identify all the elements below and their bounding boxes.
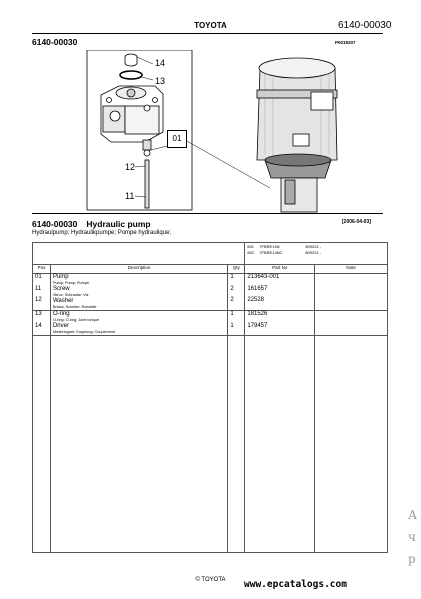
pos-cell: 12 [35,297,42,303]
pos-cell: 14 [35,322,42,329]
qty-cell: 1 [230,274,234,280]
part-no-cell: 22528 [247,297,265,303]
brand-header: TOYOTA [194,21,227,30]
qty-cell: 2 [230,297,234,303]
part-no-cell: 161657 [247,285,268,292]
illustration-ref: P0019207 [335,40,356,45]
col-qty: Qty [228,265,245,274]
model-list [245,243,388,265]
part-no-cell: 179457 [247,322,268,329]
side-char: р [408,552,416,566]
callout-13: 13 [155,76,166,86]
qty-cell: 1 [230,322,234,329]
pos-cell: 11 [35,285,42,292]
part-no-cell: 181526 [247,311,268,317]
pos-cell: 13 [35,311,42,317]
col-note: Note [315,265,388,274]
copyright: © TOYOTA [195,577,226,583]
watermark-link[interactable]: www.epcatalogs.com [244,579,347,590]
part-sub-cell: Bricka; Scheibe; Rondelle [52,305,97,309]
table-header [33,265,388,274]
header-rule [32,33,383,34]
model-line: 691 7FBRE14N 809201 - [247,244,322,249]
note-cell [315,274,388,311]
part-name-cell: Driver [52,323,69,329]
callout-14: 14 [155,58,166,68]
part-title [32,219,160,229]
part-sub-cell: Skruv; Schraube; Vis [52,293,89,297]
section-code: 6140-00030 [32,37,78,47]
table-row-group [33,311,388,336]
motor-drawing [257,58,337,212]
part-name-cell: Pump [52,274,69,280]
qty-cell: 2 [230,285,234,292]
qty-cell: 1 [230,311,234,317]
part-name-cell: Screw [52,286,70,292]
side-char: А [408,508,418,522]
col-part-no: Part No [245,265,315,274]
part-name: Hydraulic pump [86,219,151,229]
callout-01: 01 [167,130,187,148]
part-date: [2006-04-03] [342,219,371,225]
pos-cell: 01 [35,274,42,280]
callout-12: 12 [125,162,136,172]
part-sub-cell: Medbringare; Kupplung; Couplement [52,330,116,334]
part-sub-cell: O-ring; O-ring; Joint torique [52,318,99,322]
part-code: 6140-00030 [32,219,78,229]
model-line: 692 7FBRE14NC 809201 - [247,250,322,255]
part-name-cell: O-ring [52,311,70,317]
parts-table [32,242,388,553]
section-rule [32,213,383,214]
pump-drawing [101,54,166,208]
part-no-cell: 213643-001 [247,274,280,280]
part-sub-cell: Pump; Pump; Pumpe [52,281,90,285]
part-translations: Hydraulpump; Hydraulikpumpe; Pompe hydraulique; [32,230,172,236]
model-row [33,243,388,265]
part-name-cell: Washer [52,298,74,304]
table-filler-row [33,336,388,553]
col-pos: Pos [33,265,51,274]
side-char: ч [408,530,416,544]
callout-11: 11 [125,191,135,201]
table-row-group [33,274,388,311]
page-code: 6140-00030 [338,20,392,31]
col-description: Description [50,265,227,274]
note-cell [315,311,388,336]
